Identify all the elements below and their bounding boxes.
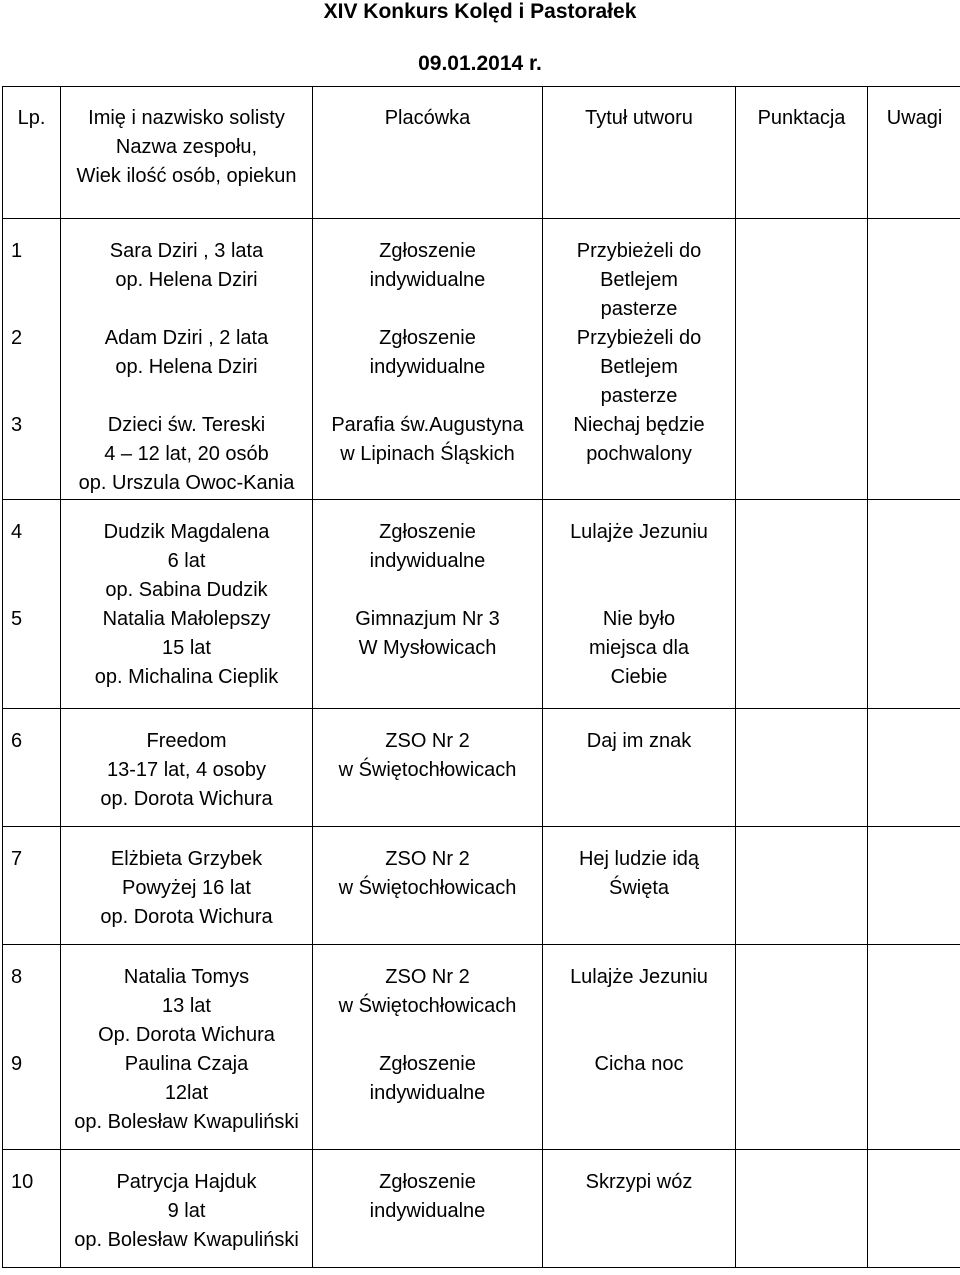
contest-table	[2, 86, 960, 1268]
name-line: op. Dorota Wichura	[100, 906, 273, 928]
cell-name	[61, 219, 313, 500]
placowka-line: indywidualne	[369, 550, 486, 572]
entry-name	[61, 727, 312, 814]
name-line: Natalia Małolepszy	[102, 608, 271, 630]
table-row	[3, 945, 960, 1150]
entry-name	[61, 324, 312, 411]
cell-punktacja	[736, 709, 868, 827]
placowka-line: indywidualne	[369, 269, 486, 291]
table-row	[3, 1150, 960, 1268]
name-line: Dudzik Magdalena	[103, 521, 270, 543]
placowka-line: w Świętochłowicach	[338, 877, 517, 899]
name-line: Patrycja Hajduk	[116, 1171, 257, 1193]
entry-placowka	[313, 845, 542, 903]
row-number: 4	[11, 521, 23, 543]
entry-placowka	[313, 324, 542, 411]
cell-tytul	[543, 945, 736, 1150]
entry-placowka	[313, 963, 542, 1050]
cell-tytul	[543, 219, 736, 500]
placowka-line: Zgłoszenie	[379, 240, 476, 262]
name-line: Elżbieta Grzybek	[110, 848, 263, 870]
cell-uwagi	[868, 219, 960, 500]
document-title: XIV Konkurs Kolęd i Pastorałek	[323, 0, 637, 23]
entry-placowka	[313, 1168, 542, 1226]
cell-uwagi	[868, 500, 960, 709]
entry-tytul	[543, 963, 735, 1050]
tytul-line: Święta	[608, 877, 670, 899]
row-number: 1	[11, 240, 23, 262]
cell-tytul	[543, 709, 736, 827]
header-tytul-text: Tytuł utworu	[585, 107, 693, 129]
cell-name	[61, 500, 313, 709]
entry-name	[61, 237, 312, 324]
entry-tytul	[543, 324, 735, 411]
tytul-line: Przybieżeli do	[576, 240, 702, 262]
header-name-line: Imię i nazwisko solisty	[88, 107, 285, 129]
cell-uwagi	[868, 1150, 960, 1268]
tytul-line: Cicha noc	[594, 1053, 684, 1075]
entry-tytul	[543, 605, 735, 692]
cell-placowka	[313, 500, 543, 709]
placowka-line: Zgłoszenie	[379, 521, 476, 543]
entry-name	[61, 605, 312, 692]
cell-lp	[3, 1150, 61, 1268]
name-line: 12lat	[164, 1082, 209, 1104]
tytul-line: pasterze	[600, 385, 678, 407]
cell-name	[61, 709, 313, 827]
entry-tytul	[543, 411, 735, 469]
placowka-line: ZSO Nr 2	[385, 966, 470, 988]
cell-uwagi	[868, 827, 960, 945]
placowka-line: w Lipinach Śląskich	[340, 443, 515, 465]
cell-punktacja	[736, 500, 868, 709]
entry-placowka	[313, 237, 542, 324]
name-line: 13 lat	[162, 995, 211, 1017]
name-line: Dzieci św. Tereski	[107, 414, 266, 436]
name-line: Natalia Tomys	[123, 966, 250, 988]
entry-name	[61, 411, 312, 498]
tytul-line: pasterze	[600, 298, 678, 320]
cell-lp	[3, 219, 61, 500]
name-line: op. Bolesław Kwapuliński	[74, 1229, 299, 1251]
name-line: op. Michalina Cieplik	[94, 666, 279, 688]
entry-placowka	[313, 411, 542, 469]
entry-lp	[11, 237, 60, 324]
cell-lp	[3, 709, 61, 827]
header-lp-text: Lp.	[17, 107, 46, 129]
row-number: 8	[11, 966, 23, 988]
cell-uwagi	[868, 945, 960, 1150]
table-row	[3, 709, 960, 827]
name-line: 6 lat	[167, 550, 206, 572]
entry-lp	[11, 324, 60, 411]
entry-lp	[11, 605, 60, 634]
cell-placowka	[313, 219, 543, 500]
name-line: 9 lat	[167, 1200, 206, 1222]
cell-lp	[3, 945, 61, 1150]
cell-tytul	[543, 827, 736, 945]
tytul-line: Ciebie	[610, 666, 668, 688]
entry-lp	[11, 963, 60, 1050]
entry-placowka	[313, 727, 542, 785]
placowka-line: ZSO Nr 2	[385, 848, 470, 870]
table-row	[3, 827, 960, 945]
name-line: 13-17 lat, 4 osoby	[107, 759, 266, 781]
tytul-line: Hej ludzie idą	[578, 848, 700, 870]
header-tytul	[543, 87, 736, 219]
placowka-line: W Mysłowicach	[358, 637, 497, 659]
entry-name	[61, 963, 312, 1050]
document-date: 09.01.2014 r.	[418, 52, 542, 75]
name-line: Freedom	[146, 730, 227, 752]
tytul-line: Niechaj będzie	[573, 414, 705, 436]
entry-name	[61, 1168, 312, 1255]
entry-lp	[11, 1050, 60, 1079]
name-line: op. Helena Dziri	[115, 356, 258, 378]
entry-lp	[11, 411, 60, 440]
row-number: 7	[11, 848, 23, 870]
entry-tytul	[543, 845, 735, 903]
row-number: 9	[11, 1053, 23, 1075]
header-uwagi-text: Uwagi	[886, 107, 943, 129]
cell-placowka	[313, 827, 543, 945]
placowka-line: indywidualne	[369, 1200, 486, 1222]
entry-name	[61, 845, 312, 932]
placowka-line: Zgłoszenie	[379, 1171, 476, 1193]
cell-uwagi	[868, 709, 960, 827]
cell-name	[61, 827, 313, 945]
cell-lp	[3, 827, 61, 945]
header-punktacja-text: Punktacja	[757, 107, 846, 129]
entry-tytul	[543, 1168, 735, 1197]
tytul-line: Betlejem	[600, 356, 678, 378]
entry-lp	[11, 845, 60, 874]
entry-name	[61, 518, 312, 605]
placowka-line: w Świętochłowicach	[338, 995, 517, 1017]
placowka-line: w Świętochłowicach	[338, 759, 517, 781]
header-name-line: Wiek ilość osób, opiekun	[76, 165, 297, 187]
placowka-line: Gimnazjum Nr 3	[355, 608, 500, 630]
entry-lp	[11, 727, 60, 756]
entry-tytul	[543, 237, 735, 324]
header-name-line: Nazwa zespołu,	[115, 136, 258, 158]
name-line: op. Bolesław Kwapuliński	[74, 1111, 299, 1133]
entry-tytul	[543, 518, 735, 605]
entry-tytul	[543, 1050, 735, 1079]
cell-name	[61, 1150, 313, 1268]
placowka-line: Zgłoszenie	[379, 327, 476, 349]
entry-tytul	[543, 727, 735, 756]
row-number: 5	[11, 608, 23, 630]
name-line: op. Urszula Owoc-Kania	[78, 472, 295, 494]
header-lp	[3, 87, 61, 219]
tytul-line: Skrzypi wóz	[585, 1171, 693, 1193]
row-number: 3	[11, 414, 23, 436]
header-punktacja	[736, 87, 868, 219]
entry-placowka	[313, 605, 542, 663]
table-header-row	[3, 87, 960, 219]
header-placowka	[313, 87, 543, 219]
cell-punktacja	[736, 1150, 868, 1268]
entry-placowka	[313, 1050, 542, 1108]
cell-punktacja	[736, 219, 868, 500]
cell-placowka	[313, 945, 543, 1150]
name-line: Paulina Czaja	[124, 1053, 249, 1075]
tytul-line: pochwalony	[586, 443, 692, 465]
name-line: op. Dorota Wichura	[100, 788, 273, 810]
name-line: Op. Dorota Wichura	[98, 1024, 275, 1046]
name-line: Adam Dziri , 2 lata	[104, 327, 269, 349]
table-row	[3, 500, 960, 709]
tytul-line: miejsca dla	[588, 637, 690, 659]
entry-lp	[11, 518, 60, 605]
name-line: op. Sabina Dudzik	[105, 579, 268, 601]
name-line: 15 lat	[162, 637, 211, 659]
cell-tytul	[543, 500, 736, 709]
tytul-line: Betlejem	[600, 269, 678, 291]
entry-name	[61, 1050, 312, 1137]
row-number: 6	[11, 730, 23, 752]
header-uwagi	[868, 87, 960, 219]
placowka-line: Parafia św.Augustyna	[331, 414, 524, 436]
cell-placowka	[313, 709, 543, 827]
placowka-line: Zgłoszenie	[379, 1053, 476, 1075]
cell-name	[61, 945, 313, 1150]
cell-punktacja	[736, 945, 868, 1150]
cell-tytul	[543, 1150, 736, 1268]
placowka-line: indywidualne	[369, 1082, 486, 1104]
name-line: 4 – 12 lat, 20 osób	[104, 443, 269, 465]
cell-placowka	[313, 1150, 543, 1268]
tytul-line: Przybieżeli do	[576, 327, 702, 349]
tytul-line: Daj im znak	[586, 730, 692, 752]
name-line: op. Helena Dziri	[115, 269, 258, 291]
cell-punktacja	[736, 827, 868, 945]
name-line: Powyżej 16 lat	[122, 877, 251, 899]
header-placowka-text: Placówka	[384, 107, 471, 129]
name-line: Sara Dziri , 3 lata	[109, 240, 264, 262]
table-row	[3, 219, 960, 500]
placowka-line: ZSO Nr 2	[385, 730, 470, 752]
row-number: 10	[11, 1171, 34, 1193]
placowka-line: indywidualne	[369, 356, 486, 378]
header-name	[61, 87, 313, 219]
tytul-line: Lulajże Jezuniu	[570, 521, 708, 543]
row-number: 2	[11, 327, 23, 349]
tytul-line: Nie było	[602, 608, 676, 630]
entry-lp	[11, 1168, 60, 1197]
entry-placowka	[313, 518, 542, 605]
cell-lp	[3, 500, 61, 709]
tytul-line: Lulajże Jezuniu	[570, 966, 708, 988]
